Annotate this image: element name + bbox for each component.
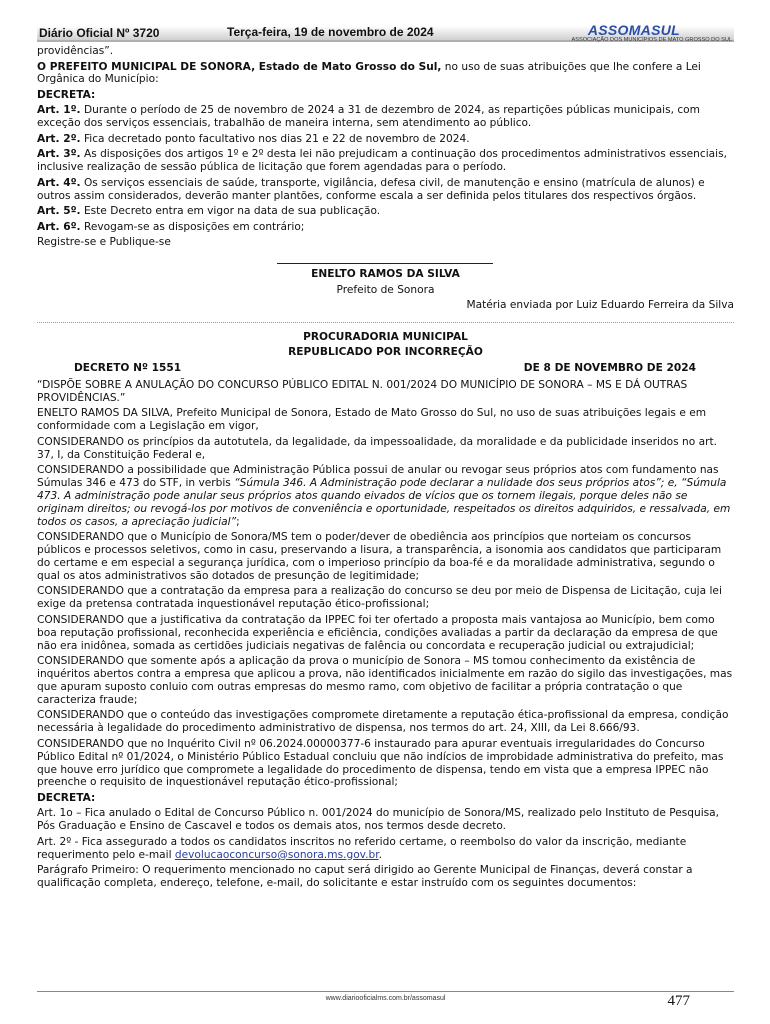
sent-by: Matéria enviada por Luiz Eduardo Ferreira da Silva xyxy=(466,299,734,312)
republished-heading: REPUBLICADO POR INCORREÇÃO xyxy=(288,346,483,359)
refund-email-link[interactable]: devolucaoconcurso@sonora.ms.gov.br xyxy=(174,848,379,861)
article-text: Revogam-se as disposições em contrário; xyxy=(80,220,305,233)
decree2-article-2 xyxy=(37,836,734,862)
article-text: Art. 2º - Fica assegurado a todos os candidatos inscritos no referido certame, o reembolso do valor da inscrição, mediante requerimento pelo e-mail xyxy=(37,835,687,861)
page-number: 477 xyxy=(667,993,690,1009)
section-divider xyxy=(37,322,734,323)
section-heading: PROCURADORIA MUNICIPAL xyxy=(303,330,468,343)
considerando-paragraph: CONSIDERANDO que a contratação da empresa para a realização do concurso se deu por meio de Dispensa de Licitação, cuja lei exige da pretensa contratada inquestionável reputação ético-profissional; xyxy=(37,585,722,611)
article-end: . xyxy=(378,848,382,861)
decree2-date: DE 8 DE NOVEMBRO DE 2024 xyxy=(523,361,696,374)
page-footer xyxy=(37,991,734,1009)
decree1-preamble xyxy=(37,61,734,87)
logo-name: ASSOMASUL xyxy=(587,22,680,38)
article-text: As disposições dos artigos 1º e 2º desta lei não prejudicam a continuação dos procedimentos administrativos essenciais, inclusive realização de sessão pública de licitação que forem agendadas para o período. xyxy=(37,148,727,174)
decree2-ementa: “DISPÕE SOBRE A ANULAÇÃO DO CONCURSO PÚBLICO EDITAL N. 001/2024 DO MUNICÍPIO DE SONORA – MS E DÁ OUTRAS PROVIDÊNCIAS.” xyxy=(37,378,688,404)
article-text: Os serviços essenciais de saúde, transporte, vigilância, defesa civil, de manutenção e ensino (matrícula de alunos) e outros assim considerados, deverão manter plantões, conforme escala a ser definida pelos titulares dos respectivos órgãos. xyxy=(37,176,705,202)
page-content xyxy=(37,45,734,893)
article xyxy=(37,104,734,130)
article-number: Art. 6º. xyxy=(37,220,81,233)
decree2-article-1: Art. 1o – Fica anulado o Edital de Concurso Público n. 001/2024 do município de Sonora/MS, realizado pelo Instituto de Pesquisa, Pós Graduação e Ensino de Cascavel e todos os demais atos, nos termos desde decreto. xyxy=(37,807,720,833)
decree2-title-line xyxy=(37,362,734,375)
article xyxy=(37,205,734,218)
article xyxy=(37,148,734,174)
decree2-number: DECRETO Nº 1551 xyxy=(74,361,182,374)
article xyxy=(37,133,734,146)
article-text: Fica decretado ponto facultativo nos dias 21 e 22 de novembro de 2024. xyxy=(80,132,470,145)
article-number: Art. 5º. xyxy=(37,205,81,218)
gazette-title: Diário Oficial Nº 3720 xyxy=(39,26,160,40)
preamble-rest: no uso de suas atribuições que lhe confere a Lei Orgânica do Município: xyxy=(37,60,701,86)
decree2-decreta: DECRETA: xyxy=(37,791,96,804)
considerando-paragraph: CONSIDERANDO os princípios da autotutela, da legalidade, da impessoalidade, da moralidade e da publicidade inseridos no art. 37, I, da Constituição Federal e, xyxy=(37,435,717,461)
considerando-paragraph: CONSIDERANDO que a justificativa da contratação da IPPEC foi ter ofertado a proposta mais vantajosa ao Município, bem como boa reputação profissional, reconhecida experiência e eficiência, condições avaliadas a partir da declaração da empresa de que não era inidônea, somada as certidões judiciais negativas de falência ou concordata e recuperação judicial ou extrajudicial; xyxy=(37,613,718,652)
sumula-quote: “Súmula 346. A Administração pode declarar a nulidade dos seus próprios atos”; e, “Súmula 473. A administração pode anular seus próprios atos quando eivados de vícios que os tornem ilegais, porque deles não se originam direitos; ou revogá-los por motivos de conveniência e oportunidade, respeitados os direitos adquiridos, e ressalvada, em todos os casos, a apreciação judicial” xyxy=(37,476,731,528)
preamble-bold: O PREFEITO MUNICIPAL DE SONORA, Estado de Mato Grosso do Sul, xyxy=(37,60,442,73)
article-number: Art. 1º. xyxy=(37,104,81,117)
signature-line xyxy=(277,263,493,264)
article xyxy=(37,221,734,234)
paragraph-primeiro: Parágrafo Primeiro: O requerimento mencionado no caput será dirigido ao Gerente Municipal de Finanças, deverá constar a qualificação completa, endereço, telefone, e-mail, do solicitante e estar instruído com os seguintes documentos: xyxy=(37,864,693,890)
considerando-paragraph: CONSIDERANDO que o conteúdo das investigações compromete diretamente a reputação ética-profissional da empresa, condição necessária à legalidade do procedimento administrativo de dispensa, nos termos do art. 24, XIII, da Lei 8.666/93. xyxy=(37,709,729,735)
considerando-paragraph: CONSIDERANDO que somente após a aplicação da prova o município de Sonora – MS tomou conhecimento da existência de inquéritos abertos contra a empresa que aplicou a prova, não identificados inicialmente em razão do sigilo das investigações, mas que apuram suposto conluio com outras empresas do mesmo ramo, com objetivo de facilitar a própria contratação o que caracteriza fraude; xyxy=(37,655,733,706)
article-number: Art. 2º. xyxy=(37,132,81,145)
considerando-paragraph: CONSIDERANDO que no Inquérito Civil nº 06.2024.00000377-6 instaurado para apurar eventuais irregularidades do Concurso Público Edital nº 01/2024, o Ministério Público Estadual concluiu que não indícios de improbidade administrativa do prefeito, mas que houve erro jurídico que compromete a legalidade do procedimento de dispensa, tendo em vista que a empresa IPPEC não preenche o requisito de inquestionável reputação ético-profissional; xyxy=(37,737,724,789)
considerando-text: CONSIDERANDO a possibilidade que Administração Pública possui de anular ou revogar seus próprios atos com fundamento nas Súmulas 346 e 473 do STF, in verbis xyxy=(37,464,719,489)
intro-tail: providências”. xyxy=(37,45,114,57)
article-text: Este Decreto entra em vigor na data de sua publicação. xyxy=(80,205,381,218)
logo-subtitle: ASSOCIAÇÃO DOS MUNICÍPIOS DE MATO GROSSO DO SUL xyxy=(571,37,732,43)
article xyxy=(37,177,734,203)
gazette-date: Terça-feira, 19 de novembro de 2024 xyxy=(227,25,434,39)
footer-url: www.diariooficialms.com.br/assomasul xyxy=(325,995,446,1002)
closing-line: Registre-se e Publique-se xyxy=(37,236,171,249)
considerando-paragraph xyxy=(37,464,734,529)
decree1-decreta: DECRETA: xyxy=(37,88,96,101)
article-number: Art. 3º. xyxy=(37,148,81,161)
signer-name: ENELTO RAMOS DA SILVA xyxy=(311,268,460,281)
assomasul-logo xyxy=(542,23,732,43)
signer-role: Prefeito de Sonora xyxy=(336,283,435,296)
page-header xyxy=(37,22,734,43)
considerando-paragraph: CONSIDERANDO que o Município de Sonora/MS tem o poder/dever de obediência aos princípios que norteiam os concursos públicos e processos seletivos, como in casu, preservando a lisura, a transparência, a isonomia aos candidatos que participaram do certame e em especial a segurança jurídica, com o imperioso princípio da boa-fé e da moralidade administrativa, segundo o qual os atos administrativos são dotados de presunção de legitimidade; xyxy=(37,531,722,582)
article-text: Durante o período de 25 de novembro de 2024 a 31 de dezembro de 2024, as repartições públicas municipais, com exceção dos serviços essenciais, trabalhão de maneira interna, sem atendimento ao público. xyxy=(37,104,700,130)
article-number: Art. 4º. xyxy=(37,176,81,189)
decree2-preamble: ENELTO RAMOS DA SILVA, Prefeito Municipal de Sonora, Estado de Mato Grosso do Sul, no uso de suas atribuições legais e em conformidade com a Legislação em vigor, xyxy=(37,407,707,433)
considerando-end: ; xyxy=(236,515,240,528)
